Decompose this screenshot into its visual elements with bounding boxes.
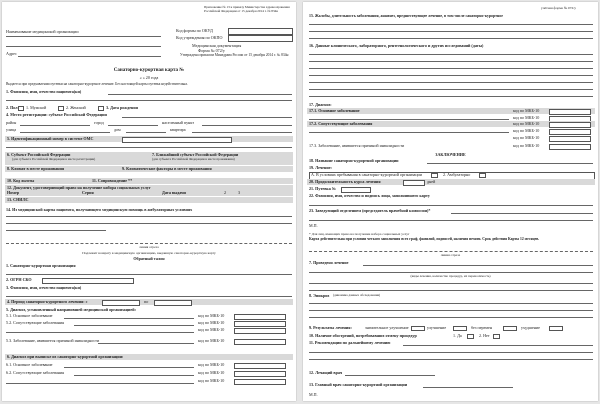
rt9-opt-1-checkbox[interactable]	[411, 326, 425, 331]
r17-2-mkb: код по МКБ-10	[513, 121, 540, 126]
r20-label: 20. Продолжительность курса лечения	[309, 179, 381, 184]
period-to-input[interactable]	[154, 300, 192, 306]
r15-label: 15. Жалобы, длительность заболевания, анамнез, предшествующее лечение, в том числе санаторно-курортное	[309, 14, 503, 18]
rt9-label: 9. Результаты лечения:	[309, 325, 352, 330]
r19-opt-a: А. В условиях пребывания в санаторно-курортной организации	[311, 172, 422, 177]
doc-col-series: Серия	[82, 190, 94, 195]
rt9-opt-4-checkbox[interactable]	[549, 326, 563, 331]
s6-2-mkb: код по МКБ-10	[198, 370, 225, 375]
s5-1-label: 5.1. Основное заболевание	[6, 313, 53, 318]
r17-2-label: 17.2. Сопутствующие заболевания	[309, 121, 373, 126]
sex-female-checkbox[interactable]	[58, 106, 64, 111]
r17-3-mkb: код по МКБ-10	[513, 143, 540, 148]
r17-1-label: 17.1. Основное заболевание	[309, 108, 360, 113]
field-2-label: 2. Пол	[6, 105, 18, 110]
card-date: « » 20 года	[139, 75, 159, 80]
doc-col-number: Номер	[7, 190, 20, 195]
s6-1-code-input[interactable]	[234, 363, 286, 369]
approved-label: Утверждена приказом Минздрава России от 15 декабря 2014 г. № 834н	[180, 53, 289, 57]
rt12-label: 12. Лечащий врач	[309, 370, 343, 375]
r17-2c-mkb: код по МКБ-10	[513, 135, 540, 140]
s5-1-mkb: код по МКБ-10	[198, 313, 225, 318]
s6-label: 6. Диагноз при выписке из санаторно-курортной организации:	[7, 354, 124, 359]
s5-1-code-input[interactable]	[234, 314, 286, 320]
ogrn-input[interactable]	[42, 278, 134, 284]
card-title: Санаторно-курортная карта №	[113, 68, 185, 73]
addr-district: район	[6, 120, 17, 125]
r23-label: 23. Заведующий отделением (председатель врачебной комиссии)*	[309, 208, 431, 213]
conclusion-title: ЗАКЛЮЧЕНИЕ	[435, 152, 466, 157]
r17-label: 17. Диагноз:	[309, 102, 332, 107]
cut-line-label: линия отреза	[139, 245, 159, 249]
r17-2b-mkb: код по МКБ-10	[513, 128, 540, 133]
right-page	[303, 2, 598, 401]
footnote-2: Карта действительна при условии четкого заполнения всех граф, фамилий, подписей, наличия печати. Срок действия Карты 12 месяцев.	[309, 237, 540, 241]
s5-3-label: 5.3. Заболевание, явившееся причиной инвалидности	[6, 338, 100, 343]
s6-1-label: 6.1. Основное заболевание	[6, 362, 53, 367]
s5-2-mkb: код по МКБ-10	[198, 320, 225, 325]
rt10-label: 10. Наличие обострений, потребовавших отмену процедур	[309, 333, 417, 338]
r17-1-mkb: код по МКБ-10	[513, 108, 540, 113]
rt11-label: 11. Рекомендации по дальнейшему лечению	[309, 340, 391, 345]
field-14-label: 14. Из медицинской карты пациента, получающего медицинскую помощь в амбулаторных условиях	[6, 207, 193, 212]
r19-label: 19. Лечение:	[309, 165, 332, 170]
s5-2-code-input[interactable]	[234, 321, 286, 327]
sex-female-label: 2. Женский	[66, 105, 86, 110]
med-doc-label: Медицинская документация	[192, 43, 242, 48]
return-notice: Подлежит возврату в медицинскую организацию, выдавшую санаторно-курортную карту	[82, 251, 216, 255]
rt9-opt-4: ухудшение	[521, 325, 540, 330]
field-12-label: 12. Документ, удостоверяющий право на получение набора социальных услуг	[7, 185, 151, 190]
r17-3-code-input[interactable]	[549, 144, 591, 150]
s3-label: 3. Фамилия, имя, отчество пациента(ки)	[6, 285, 82, 290]
r17-1b-mkb: код по МКБ-10	[513, 115, 540, 120]
r17-2b-code-input[interactable]	[549, 129, 591, 135]
instruction-text: Выдается при предъявлении путевки на санаторно-курортное лечение. Без настоящей карты путевка недействительна.	[6, 82, 188, 86]
s4-to-label: по	[144, 299, 149, 304]
field-5-label: 5. Идентификационный номер в системе ОМС	[7, 136, 94, 141]
rt7-sub: (виды лечения, количество процедур, их переносимость)	[410, 274, 491, 278]
rt10-yes: 1. Да	[453, 333, 462, 338]
s5-2b-mkb: код по МКБ-10	[198, 327, 225, 332]
rt9-opt-2: улучшение	[427, 325, 447, 330]
r20-unit: дней	[427, 179, 436, 184]
field-7-sub: (для субъекта Российской Федерации в месте проживания)	[152, 157, 235, 161]
rt10-no-checkbox[interactable]	[493, 334, 500, 339]
field-9-label: 9. Климатические факторы в месте проживания	[122, 166, 212, 171]
s6-1-mkb: код по МКБ-10	[198, 362, 225, 367]
doc-val-2: 2	[224, 190, 227, 195]
r-cut-line-label: линия отреза	[440, 253, 461, 257]
r17-2-code-input[interactable]	[549, 122, 591, 128]
s5-2-label: 5.2. Сопутствующие заболевания	[6, 320, 65, 325]
snils-row	[5, 197, 293, 203]
appendix-header: Приложение № 13 к приказу Министерства здравоохранения Российской Федерации от 15 декабря 2014 г. № 834н	[204, 5, 290, 13]
r16-label: 16. Данные клинического, лабораторного, рентгенологического и других исследований (даты)	[309, 43, 484, 48]
rt7-label: 7. Проведено лечение	[309, 260, 349, 265]
s5-label: 5. Диагноз, установленный направившей медицинской организацией:	[6, 307, 136, 312]
field-1-label: 1. Фамилия, имя, отчество пациента(ки)	[6, 89, 82, 94]
s5-3-mkb: код по МКБ-10	[198, 338, 225, 343]
rt10-no: 2. Нет	[479, 333, 490, 338]
r-mp-1: М.П.	[309, 223, 318, 228]
r19-opt-a-checkbox[interactable]	[431, 173, 438, 178]
rt8-label: 8. Эпикриз	[309, 293, 330, 298]
addr-city: город	[94, 120, 104, 125]
field-6-sub: (для субъекта Российской Федерации в месте регистрации)	[12, 157, 96, 161]
r17-2c-code-input[interactable]	[549, 136, 591, 142]
s5-3-code-input[interactable]	[234, 339, 286, 345]
field-13-label: 13. СНИЛС	[7, 197, 29, 202]
field-7-label: 7. Ближайший субъект Российской Федерации	[152, 152, 239, 157]
field-4-label: 4. Место регистрации: субъект Российской Федерации	[6, 112, 107, 117]
footnote-1: * Для лиц, имеющих право на получение набора социальных услуг	[309, 232, 410, 236]
r-mp-2: М.П.	[309, 392, 318, 397]
r17-1-code-input[interactable]	[549, 109, 591, 115]
form-label: Форма № 072/у	[198, 48, 225, 53]
r19-opt-2-checkbox[interactable]	[479, 173, 486, 178]
sex-male-checkbox[interactable]	[18, 106, 24, 111]
rt9-opt-3-checkbox[interactable]	[503, 326, 517, 331]
okud-label: Код формы по ОКУД	[176, 28, 213, 33]
field-3-label: 3. Дата рождения	[106, 105, 138, 110]
r22-label: 22. Фамилия, имя, отчество и подпись лица, заполнившего карту	[309, 193, 430, 198]
return-title: Обратный талон	[133, 256, 165, 261]
s6-2-label: 6.2. Сопутствующие заболевания	[6, 370, 65, 375]
s1-label: 1. Санаторно-курортная организация	[6, 263, 76, 268]
s6-2-code-input[interactable]	[234, 371, 286, 377]
benefit-row	[5, 178, 293, 184]
doc-val-3: 3	[238, 190, 241, 195]
field-8-label: 8. Климат в месте проживания	[7, 166, 65, 171]
addr-street: улица	[6, 127, 17, 132]
s5-2b-code-input[interactable]	[234, 328, 286, 334]
r21-label: 21. Путевка №	[309, 186, 336, 191]
rt9-opt-3: без перемен	[471, 325, 493, 330]
sex-male-label: 1. Мужской	[26, 105, 47, 110]
right-header-code: учётная форма № 072/у	[541, 6, 577, 10]
s6-2b-mkb: код по МКБ-10	[198, 378, 225, 383]
field-11-label: 11. Сопровождение **	[92, 178, 133, 183]
r18-label: 18. Название санаторно-курортной организации	[309, 158, 399, 163]
addr-settlement: населенный пункт	[162, 120, 195, 125]
rt9-opt-2-checkbox[interactable]	[453, 326, 467, 331]
period-from-input[interactable]	[102, 300, 140, 306]
doc-col-date: Дата выдачи	[162, 190, 186, 195]
rt10-yes-checkbox[interactable]	[467, 334, 474, 339]
org-name-label: Наименование медицинской организации	[6, 29, 79, 34]
left-page	[2, 2, 296, 401]
r17-3-label: 17.3. Заболевание, явившееся причиной инвалидности	[309, 143, 405, 148]
rt13-label: 13. Главный врач санаторно-курортной организации	[309, 382, 408, 387]
field-10-label: 10. Код льготы	[7, 178, 35, 183]
rt8-sub: (динамика данных обследования)	[333, 293, 381, 297]
okpo-label: Код учреждения по ОКПО	[176, 35, 223, 40]
rt9-opt-1: значительное улучшение	[365, 325, 409, 330]
addr-house: дом	[114, 127, 121, 132]
r19-opt-2: 2. Амбулаторно	[443, 172, 471, 177]
s2-label: 2. ОГРН СКО	[6, 277, 32, 282]
r20-days-input[interactable]	[403, 180, 425, 186]
address-label: Адрес	[6, 51, 17, 56]
field-6-label: 6. Субъект Российской Федерации	[7, 152, 71, 157]
addr-flat: квартира	[170, 127, 186, 132]
s4-label: 4. Период санаторно-курортного лечения: с	[7, 299, 88, 304]
oms-number-input[interactable]	[122, 137, 232, 143]
s6-2b-code-input[interactable]	[234, 379, 286, 385]
